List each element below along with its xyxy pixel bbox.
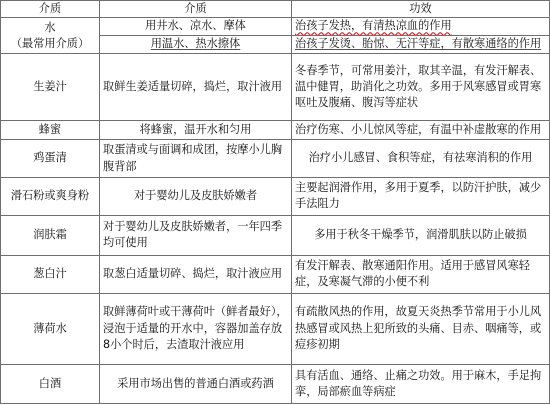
cell-effect: 治疗伤寒、小儿惊风等症，有温中补虚散寒的作用 — [292, 120, 550, 139]
cell-effect: 多用于秋冬干燥季节，润滑肌肤以防止破损 — [292, 215, 550, 255]
cell-effect: 有发汗解表、散寒通阳作用。适用于感冒风寒轻症，及寒凝气滞的小便不利 — [292, 255, 550, 293]
cell-prep: 用井水、凉水、摩体 — [100, 18, 292, 36]
cell-medium: 鸡蛋清 — [1, 140, 100, 178]
cell-effect: 治孩子发烫、胎惊、无汗等症，有散寒通络的作用 — [292, 35, 550, 53]
cell-effect: 冬春季节，可常用姜汁，取其辛温，有发汗解表、温中健胃，助消化之功效。多用于风寒感冒或胃寒呕吐及腹痛、腹泻等症状 — [292, 54, 550, 120]
header-medium-prep: 介质 — [100, 1, 292, 18]
cell-prep: 取蛋清或与面调和成团，按摩小儿胸腹背部 — [100, 140, 292, 178]
cell-medium: 葱白汁 — [1, 255, 100, 293]
cell-effect: 治孩子发热，有清热凉血的作用 — [292, 18, 550, 36]
table-row — [1, 255, 550, 293]
table-row — [1, 177, 550, 215]
cell-prep: 用温水、热水擦体 — [100, 35, 292, 53]
cell-effect: 具有活血、通络、止痛之功效。用于麻木，手足拘挛，局部瘀血等病症 — [292, 365, 550, 404]
cell-effect: 主要起润滑作用，多用于夏季，以防汗护肤，减少手法阻力 — [292, 177, 550, 215]
cell-medium-water — [1, 18, 100, 54]
cell-effect: 有疏散风热的作用，故夏天炎热季节常用于小儿风热感冒或风热上犯所致的头痛、目赤、咽痛等，或痘疹初期 — [292, 293, 550, 365]
header-row — [1, 1, 550, 18]
cell-medium: 生姜汁 — [1, 54, 100, 120]
cell-medium: 白酒 — [1, 365, 100, 404]
table-row — [1, 293, 550, 365]
medium-name-note: （最常用介质） — [10, 36, 90, 50]
cell-prep: 取鲜薄荷叶或干薄荷叶（鲜者最好），浸泡于适量的开水中，容器加盖存放8小个时后，去渣取汁液应用 — [100, 293, 292, 365]
cell-effect: 治疗小儿感冒、食积等症，有祛寒消积的作用 — [292, 140, 550, 178]
cell-medium: 滑石粉或爽身粉 — [1, 177, 100, 215]
table-row — [1, 215, 550, 255]
cell-prep: 取鲜生姜适量切碎，捣烂，取汁液用 — [100, 54, 292, 120]
medium-name: 水 — [44, 20, 56, 34]
cell-prep: 采用市场出售的普通白酒或药酒 — [100, 365, 292, 404]
cell-medium: 蜂蜜 — [1, 120, 100, 139]
header-effect: 功效 — [292, 1, 550, 18]
cell-prep: 将蜂蜜，温开水和匀用 — [100, 120, 292, 139]
cell-medium: 润肤霜 — [1, 215, 100, 255]
cell-prep: 对于婴幼儿及皮肤娇嫩者，一年四季均可使用 — [100, 215, 292, 255]
table-row — [1, 365, 550, 404]
cell-prep: 取葱白适量切碎、捣烂，取汁液应用 — [100, 255, 292, 293]
header-medium: 介质 — [1, 1, 100, 18]
cell-prep: 对于婴幼儿及皮肤娇嫩者 — [100, 177, 292, 215]
cell-medium: 薄荷水 — [1, 293, 100, 365]
table-row-water-cold — [1, 18, 550, 36]
table-row — [1, 54, 550, 120]
table-row — [1, 120, 550, 139]
table-row — [1, 140, 550, 178]
